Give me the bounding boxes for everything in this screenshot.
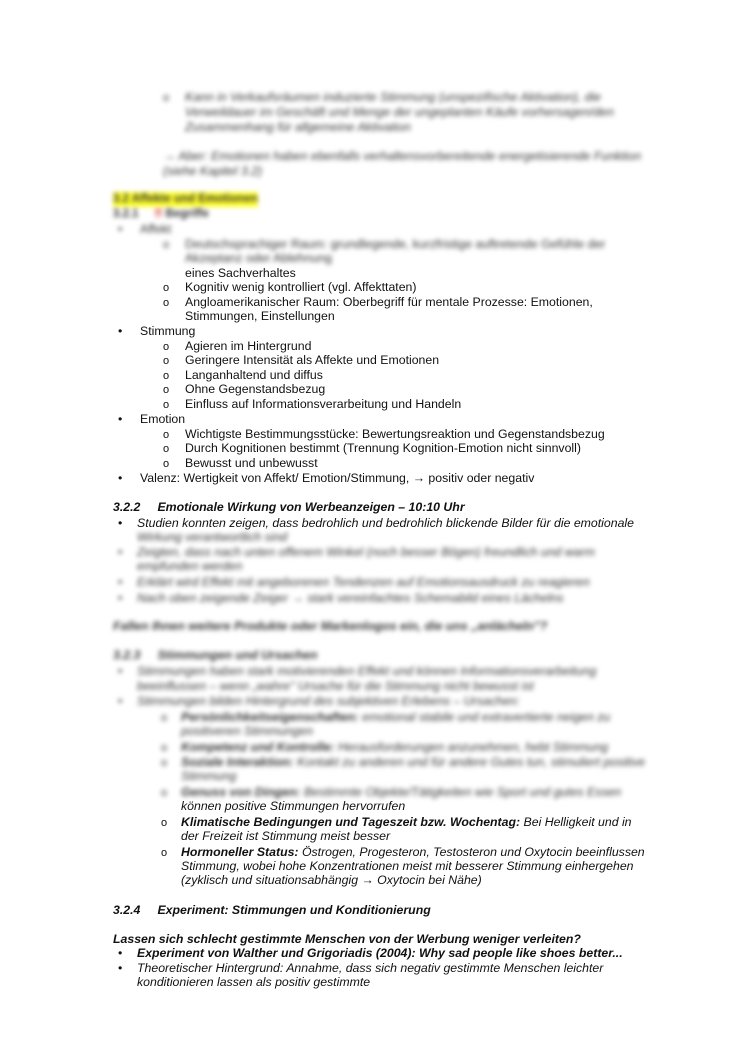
- list-item: Affekt: [140, 222, 172, 236]
- list-item: Stimmungen haben stark motivierenden Effekt und können Informationsverarbeitung: [137, 664, 597, 678]
- top-item-line: Kann in Verkaufsräumen induzierte Stimmung (unspezifische Aktivation), die: [185, 90, 602, 104]
- list-item: Hormoneller Status: Östrogen, Progesteron, Testosteron und Oxytocin beeinflussen: [181, 845, 645, 859]
- bullet: [118, 961, 122, 976]
- list-item: Stimmung: [181, 769, 237, 783]
- sub-bullet: [163, 397, 169, 413]
- bullet: [118, 694, 122, 709]
- list-item: Durch Kognitionen bestimmt (Trennung Kognition-Emotion nicht sinnvoll): [185, 441, 581, 455]
- sub-bullet: [161, 710, 167, 726]
- bullet: [118, 946, 122, 961]
- list-item: beeinflussen – wenn „wahre" Ursache für die Stimmung nicht bewusst ist: [137, 679, 534, 693]
- bullet: [118, 545, 122, 560]
- sub-bullet: [163, 295, 169, 311]
- sub-bullet: [161, 785, 167, 801]
- list-item: Stimmungen bilden Hintergrund des subjektiven Erlebens – Ursachen:: [137, 694, 520, 708]
- list-item: Theoretischer Hintergrund: Annahme, dass sich negativ gestimmte Menschen leichter: [137, 961, 604, 975]
- subsection-heading: 3.2.2 Emotionale Wirkung von Werbeanzeigen – 10:10 Uhr: [113, 500, 465, 514]
- list-item: Persönlichkeitseigenschaften: emotional stabile und extravertierte neigen zu: [181, 710, 611, 724]
- list-item: Genuss von Dingen: Bestimmte Objekte/Tätigkeiten wie Sport und gutes Essen: [181, 785, 622, 799]
- subsection-heading: 3.2.4 Experiment: Stimmungen und Konditionierung: [113, 903, 431, 917]
- list-item: Bewusst und unbewusst: [185, 456, 318, 470]
- list-item: Kognitiv wenig kontrolliert (vgl. Affekttaten): [185, 280, 417, 294]
- list-item: Experiment von Walther und Grigoriadis (2004): Why sad people like shoes better...: [137, 946, 623, 960]
- list-item: Zeigten, dass nach unten offenem Winkel (noch besser Bögen) freundlich und warm: [137, 545, 595, 559]
- sub-bullet: [161, 845, 167, 861]
- list-item: Stimmung, wobei hohe Konzentrationen meist mit besserer Stimmung einhergehen: [181, 859, 634, 873]
- sub-bullet: [161, 815, 167, 831]
- aber-line: (siehe Kapitel 3.2): [163, 164, 263, 178]
- list-item: Stimmungen, Einstellungen: [185, 309, 335, 323]
- sub-bullet: [163, 353, 169, 369]
- list-item: Ohne Gegenstandsbezug: [185, 382, 326, 396]
- top-item-line: Zusammenhang für allgemeine Aktivation: [185, 120, 411, 134]
- list-item: konditionieren lassen als positiv gestimmte: [137, 975, 371, 989]
- list-item: können positive Stimmungen hervorrufen: [181, 799, 406, 813]
- bullet: [118, 664, 122, 679]
- list-item: (zyklisch und situationsabhängig → Oxytocin bei Nähe): [181, 873, 482, 887]
- sub-bullet: [163, 441, 169, 457]
- bullet: [118, 324, 122, 339]
- sub-bullet: [163, 382, 169, 398]
- sub-bullet: [163, 456, 169, 472]
- bullet: [118, 471, 122, 486]
- subsection-heading: 3.2.3 Stimmungen und Ursachen: [113, 648, 318, 662]
- sub-bullet: [163, 90, 169, 106]
- aber-line: → Aber: Emotionen haben ebenfalls verhaltensvorbereitende energetisierende Funktion: [163, 149, 642, 163]
- list-item: Klimatische Bedingungen und Tageszeit bzw. Wochentag: Bei Helligkeit und in: [181, 815, 632, 829]
- sub-bullet: [161, 740, 167, 756]
- question: Fallen Ihnen weitere Produkte oder Markenlogos ein, die uns „anlächeln"?: [113, 619, 548, 633]
- bullet: [118, 412, 122, 427]
- list-item: Studien konnten zeigen, dass bedrohlich und bedrohlich blickende Bilder für die emotionale: [137, 516, 634, 530]
- list-item: Angloamerikanischer Raum: Oberbegriff für mentale Prozesse: Emotionen,: [185, 295, 593, 309]
- list-item: empfunden werden: [137, 559, 243, 573]
- list-item: Erklärt wird Effekt mit angeborenen Tendenzen auf Emotionsausdruck zu reagieren: [137, 575, 590, 589]
- bullet: [118, 591, 122, 606]
- sub-bullet: [161, 755, 167, 771]
- bullet: [118, 222, 122, 237]
- list-item: Stimmung: [140, 324, 196, 338]
- list-item: eines Sachverhaltes: [185, 266, 296, 280]
- list-item: Agieren im Hintergrund: [185, 339, 312, 353]
- list-item: Nach oben zeigende Zeiger → stark vereinfachtes Schemabild eines Lächelns: [137, 591, 564, 605]
- bullet: [118, 575, 122, 590]
- list-item: Emotion: [140, 412, 186, 426]
- sub-bullet: [163, 237, 169, 253]
- bullet: [118, 516, 122, 531]
- section-title: 3.2 Affekte und Emotionen: [113, 193, 258, 205]
- list-item: Kompetenz und Kontrolle: Herausforderungen anzunehmen, hebt Stimmung: [181, 740, 609, 754]
- list-item: Valenz: Wertigkeit von Affekt/ Emotion/Stimmung, → positiv oder negativ: [140, 471, 535, 485]
- subsection-heading: 3.2.1 !! Begriffe: [113, 208, 209, 220]
- list-item: Wichtigste Bestimmungsstücke: Bewertungsreaktion und Gegenstandsbezug: [185, 427, 605, 441]
- list-item: der Freizeit ist Stimmung meist besser: [181, 829, 391, 843]
- top-item-line: Verweildauer im Geschäft und Menge der ungeplanten Käufe vorhersagen/den: [185, 105, 614, 119]
- list-item: Akzeptanz oder Ablehnung: [185, 251, 332, 265]
- list-item: Einfluss auf Informationsverarbeitung und Handeln: [185, 397, 462, 411]
- list-item: Wirkung verantwortlich sind: [137, 530, 288, 544]
- list-item: Langanhaltend und diffus: [185, 368, 323, 382]
- list-item: Geringere Intensität als Affekte und Emotionen: [185, 353, 440, 367]
- list-item: positiveren Stimmungen: [181, 724, 313, 738]
- question: Lassen sich schlecht gestimmte Menschen von der Werbung weniger verleiten?: [113, 932, 581, 946]
- list-item: Soziale Interaktion: Kontakt zu anderen und für andere Gutes tun, stimuliert positive: [181, 755, 646, 769]
- list-item: Deutschsprachiger Raum: grundlegende, kurzfristige auftretende Gefühle der: [185, 237, 606, 251]
- sub-bullet: [163, 280, 169, 296]
